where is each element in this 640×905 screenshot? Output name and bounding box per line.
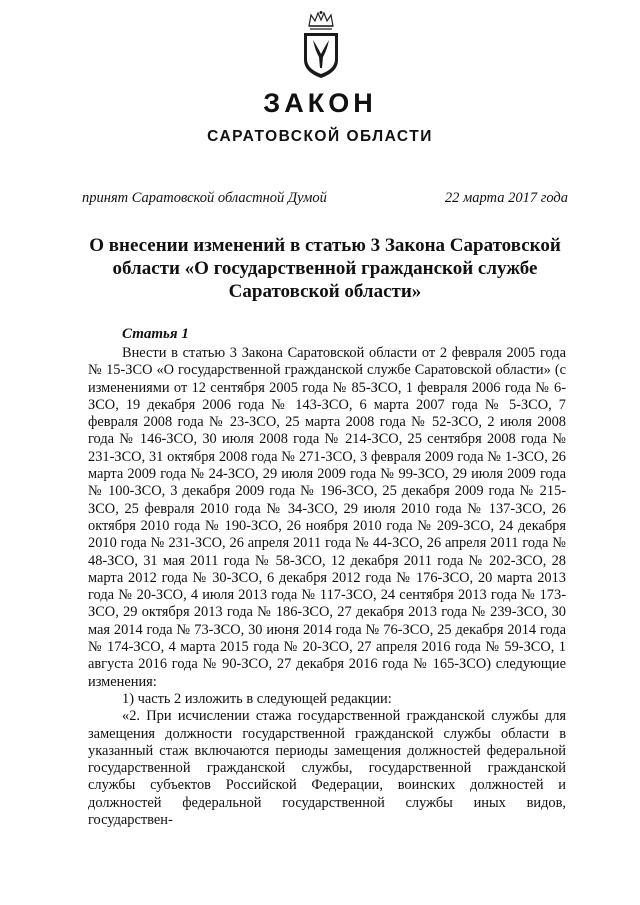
heading-line: О внесении изменений в статью 3 Закона Саратовской [89, 235, 561, 256]
adopted-date: 22 марта 2017 года [444, 190, 568, 206]
article-label: Статья 1 [122, 326, 189, 342]
paragraph: 1) часть 2 изложить в следующей редакции: [122, 690, 392, 707]
adopted-by: принят Саратовской областной Думой [82, 190, 327, 206]
heading-line: области «О государственной гражданской службе [112, 258, 538, 279]
paragraph: Внести в статью 3 Закона Саратовской области от 2 февраля 2005 года № 15-ЗСО «О государственной гражданской службе Саратовской области» (с изменениями от 12 сентября 2005 года № 85-ЗСО, 1 февраля 2006 года № 6-ЗСО, 19 декабря 2006 года № 143-ЗСО, 6 марта 2007 года № 5-ЗСО, 7 февраля 2008 года № 23-ЗСО, 25 марта 2008 года № 52-ЗСО, 2 июля 2008 года № 146-ЗСО, 30 июля 2008 года № 214-ЗСО, 25 сентября 2008 года № 231-ЗСО, 31 октября 2008 года № 271-ЗСО, 3 февраля 2009 года № 1-ЗСО, 26 марта 2009 года № 24-ЗСО, 29 июля 2009 года № 99-ЗСО, 29 июля 2009 года № 100-ЗСО, 3 декабря 2009 года № 196-ЗСО, 25 декабря 2009 года № 215-ЗСО, 25 февраля 2010 года № 34-ЗСО, 29 июля 2010 года № 137-ЗСО, 26 октября 2010 года № 190-ЗСО, 26 ноября 2010 года № 209-ЗСО, 24 декабря 2010 года № 231-ЗСО, 26 апреля 2011 года № 44-ЗСО, 26 апреля 2011 года № 48-ЗСО, 31 мая 2011 года № 58-ЗСО, 12 декабря 2011 года № 202-ЗСО, 28 марта 2012 года № 30-ЗСО, 6 декабря 2012 года № 176-ЗСО, 20 марта 2013 года № 20-ЗСО, 4 июля 2013 года № 117-ЗСО, 24 сентября 2013 года № 173-ЗСО, 29 октября 2013 года № 186-ЗСО, 27 декабря 2013 года № 239-ЗСО, 30 мая 2014 года № 73-ЗСО, 30 июня 2014 года № 76-ЗСО, 25 декабря 2014 года № 174-ЗСО, 4 марта 2015 года № 20-ЗСО, 27 апреля 2016 года № 59-ЗСО, 1 августа 2016 года № 90-ЗСО, 27 декабря 2016 года № 165-ЗСО) следующие изменения: [88, 345, 566, 690]
law-heading [80, 234, 570, 303]
law-title: ЗАКОН [263, 88, 377, 118]
region-name: САРАТОВСКОЙ ОБЛАСТИ [207, 128, 433, 145]
heading-line: Саратовской области» [228, 281, 422, 302]
article-body [88, 345, 566, 829]
paragraph: «2. При исчислении стажа государственной гражданской службы для замещения должности государственной гражданской службы области в указанный стаж включаются периоды замещения должностей федеральной государственной гражданской службы, государственной гражданской службы субъектов Российской Федерации, воинских должностей и должностей федеральной государственной службы иных видов, государствен- [88, 708, 566, 829]
coat-of-arms-icon [300, 10, 342, 80]
